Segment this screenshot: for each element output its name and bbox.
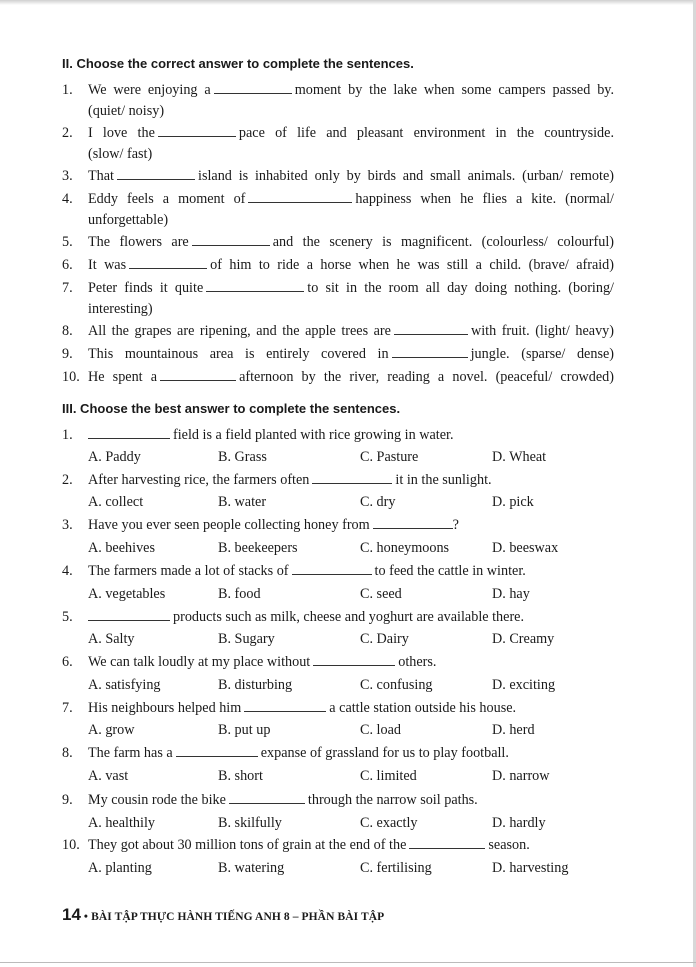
s2-item-8-number: 8.: [62, 323, 73, 339]
s2-item-4-options: unforgettable): [88, 212, 169, 228]
option-b: B. skilfully: [218, 815, 282, 831]
option-a: A. vast: [88, 768, 129, 784]
option-c: C. seed: [360, 586, 402, 602]
option-d: D. exciting: [492, 677, 556, 693]
answer-blank: [192, 232, 270, 246]
s3-question-8-text-b: expanse of grassland for us to play football.: [260, 745, 509, 761]
answer-blank: [206, 278, 304, 292]
s2-item-4-text-b: happiness when he flies a kite. (normal/: [355, 191, 614, 207]
answer-blank: [88, 425, 170, 439]
answer-blank: [373, 515, 453, 529]
option-c: C. honeymoons: [360, 540, 450, 556]
answer-blank: [229, 790, 305, 804]
page-top-shadow: [0, 0, 696, 5]
s3-question-10-number: 10.: [62, 837, 80, 853]
s3-question-10-text-a: They got about 30 million tons of grain at the end of the: [88, 837, 407, 853]
s2-item-2-text-a: I love the: [88, 125, 155, 141]
answer-blank: [158, 123, 236, 137]
option-b: B. short: [218, 768, 263, 784]
s3-question-5-text-b: products such as milk, cheese and yoghurt are available there.: [173, 609, 525, 625]
option-d: D. herd: [492, 722, 535, 738]
option-d: D. Wheat: [492, 449, 547, 465]
answer-blank: [312, 470, 392, 484]
answer-blank: [117, 166, 195, 180]
s2-item-3-text-a: That: [88, 168, 114, 184]
s3-question-9-text-a: My cousin rode the bike: [88, 792, 226, 808]
option-a: A. planting: [88, 860, 152, 876]
answer-blank: [392, 344, 468, 358]
s3-question-7-text-b: a cattle station outside his house.: [329, 700, 517, 716]
s3-question-3-text-a: Have you ever seen people collecting honey from: [88, 517, 370, 533]
s3-question-6-number: 6.: [62, 654, 73, 670]
s3-question-6-text-a: We can talk loudly at my place without: [88, 654, 311, 670]
s2-item-1-text-b: moment by the lake when some campers passed by.: [294, 82, 615, 98]
answer-blank: [129, 255, 207, 269]
s3-question-2-text-a: After harvesting rice, the farmers often: [88, 472, 310, 488]
s2-item-4-number: 4.: [62, 191, 73, 207]
answer-blank: [248, 189, 352, 203]
option-c: C. confusing: [360, 677, 433, 693]
s3-question-6-text-b: others.: [398, 654, 437, 670]
option-d: D. pick: [492, 494, 534, 510]
s3-question-2-text-b: it in the sunlight.: [395, 472, 492, 488]
option-d: D. hardly: [492, 815, 546, 831]
option-d: D. narrow: [492, 768, 550, 784]
option-c: C. exactly: [360, 815, 418, 831]
page-footer: [62, 905, 384, 925]
page-number: 14: [62, 905, 81, 924]
answer-blank: [244, 698, 326, 712]
s2-item-9-text-b: jungle. (sparse/ dense): [470, 346, 614, 362]
s2-item-6-text-a: It was: [88, 257, 127, 273]
s3-question-7-number: 7.: [62, 700, 73, 716]
option-d: D. harvesting: [492, 860, 569, 876]
option-d: D. beeswax: [492, 540, 559, 556]
option-a: A. healthily: [88, 815, 155, 831]
s3-question-3-text-b: ?: [452, 517, 459, 533]
section-2-title: II. Choose the correct answer to complete the sentences.: [62, 56, 414, 71]
s3-question-1-text-b: field is a field planted with rice growing in water.: [173, 427, 454, 443]
s2-item-5-text-a: The flowers are: [88, 234, 189, 250]
s2-item-1-text-a: We were enjoying a: [88, 82, 211, 98]
option-d: D. hay: [492, 586, 530, 602]
option-d: D. Creamy: [492, 631, 555, 647]
option-b: B. beekeepers: [218, 540, 298, 556]
s2-item-7-number: 7.: [62, 280, 73, 296]
s3-question-5-number: 5.: [62, 609, 73, 625]
s3-question-3-number: 3.: [62, 517, 73, 533]
s3-question-9-number: 9.: [62, 792, 73, 808]
option-b: B. put up: [218, 722, 271, 738]
s2-item-7-text-a: Peter finds it quite: [88, 280, 204, 296]
s2-item-2-text-b: pace of life and pleasant environment in the countryside.: [238, 125, 614, 141]
page-bottom-edge: [0, 962, 696, 963]
option-b: B. disturbing: [218, 677, 293, 693]
s3-question-10-text-b: season.: [488, 837, 530, 853]
option-b: B. watering: [218, 860, 285, 876]
answer-blank: [176, 743, 258, 757]
s2-item-5-text-b: and the scenery is magnificent. (colourless/ colourful): [272, 234, 614, 250]
s2-item-6-text-b: of him to ride a horse when he was still a child. (brave/ afraid): [210, 257, 615, 273]
s2-item-2-options: (slow/ fast): [88, 146, 153, 162]
option-a: A. Salty: [88, 631, 135, 647]
s2-item-10-number: 10.: [62, 369, 80, 385]
option-a: A. beehives: [88, 540, 155, 556]
s2-item-5-number: 5.: [62, 234, 73, 250]
s2-item-8-text-b: with fruit. (light/ heavy): [470, 323, 614, 339]
s2-item-3-number: 3.: [62, 168, 73, 184]
option-a: A. grow: [88, 722, 135, 738]
option-c: C. load: [360, 722, 401, 738]
option-b: B. Sugary: [218, 631, 275, 647]
answer-blank: [214, 80, 292, 94]
s2-item-10-text-b: afternoon by the river, reading a novel. (peaceful/ crowded): [239, 369, 614, 385]
option-a: A. Paddy: [88, 449, 141, 465]
s3-question-1-number: 1.: [62, 427, 73, 443]
answer-blank: [313, 652, 395, 666]
s3-question-8-number: 8.: [62, 745, 73, 761]
s2-item-10-text-a: He spent a: [88, 369, 158, 385]
book-title: BÀI TẬP THỰC HÀNH TIẾNG ANH 8 – PHẦN BÀI TẬP: [91, 911, 385, 923]
s3-question-2-number: 2.: [62, 472, 73, 488]
s2-item-2-number: 2.: [62, 125, 73, 141]
s3-question-8-text-a: The farm has a: [88, 745, 173, 761]
option-a: A. satisfying: [88, 677, 161, 693]
s2-item-7-text-b: to sit in the room all day doing nothing. (boring/: [307, 280, 614, 296]
answer-blank: [292, 561, 372, 575]
s2-item-4-text-a: Eddy feels a moment of: [88, 191, 246, 207]
s3-question-7-text-a: His neighbours helped him: [88, 700, 242, 716]
option-c: C. Pasture: [360, 449, 419, 465]
option-b: B. water: [218, 494, 267, 510]
s2-item-7-options: interesting): [88, 301, 153, 317]
section-3-title: III. Choose the best answer to complete the sentences.: [62, 401, 401, 416]
option-c: C. limited: [360, 768, 417, 784]
answer-blank: [88, 607, 170, 621]
option-b: B. food: [218, 586, 261, 602]
s2-item-9-text-a: This mountainous area is entirely covered in: [88, 346, 389, 362]
s2-item-9-number: 9.: [62, 346, 73, 362]
option-a: A. collect: [88, 494, 144, 510]
s3-question-9-text-b: through the narrow soil paths.: [307, 792, 478, 808]
s3-question-4-text-a: The farmers made a lot of stacks of: [88, 563, 289, 579]
s3-question-4-number: 4.: [62, 563, 73, 579]
s2-item-1-options: (quiet/ noisy): [88, 103, 165, 119]
answer-blank: [394, 321, 468, 335]
s3-question-4-text-b: to feed the cattle in winter.: [374, 563, 526, 579]
s2-item-6-number: 6.: [62, 257, 73, 273]
s2-item-1-number: 1.: [62, 82, 73, 98]
footer-bullet: •: [83, 911, 89, 923]
answer-blank: [160, 367, 236, 381]
s2-item-3-text-b: island is inhabited only by birds and small animals. (urban/ remote): [198, 168, 614, 184]
option-c: C. fertilising: [360, 860, 432, 876]
option-c: C. dry: [360, 494, 396, 510]
s2-item-8-text-a: All the grapes are ripening, and the apple trees are: [88, 323, 391, 339]
option-b: B. Grass: [218, 449, 267, 465]
option-c: C. Dairy: [360, 631, 409, 647]
option-a: A. vegetables: [88, 586, 166, 602]
answer-blank: [409, 835, 485, 849]
